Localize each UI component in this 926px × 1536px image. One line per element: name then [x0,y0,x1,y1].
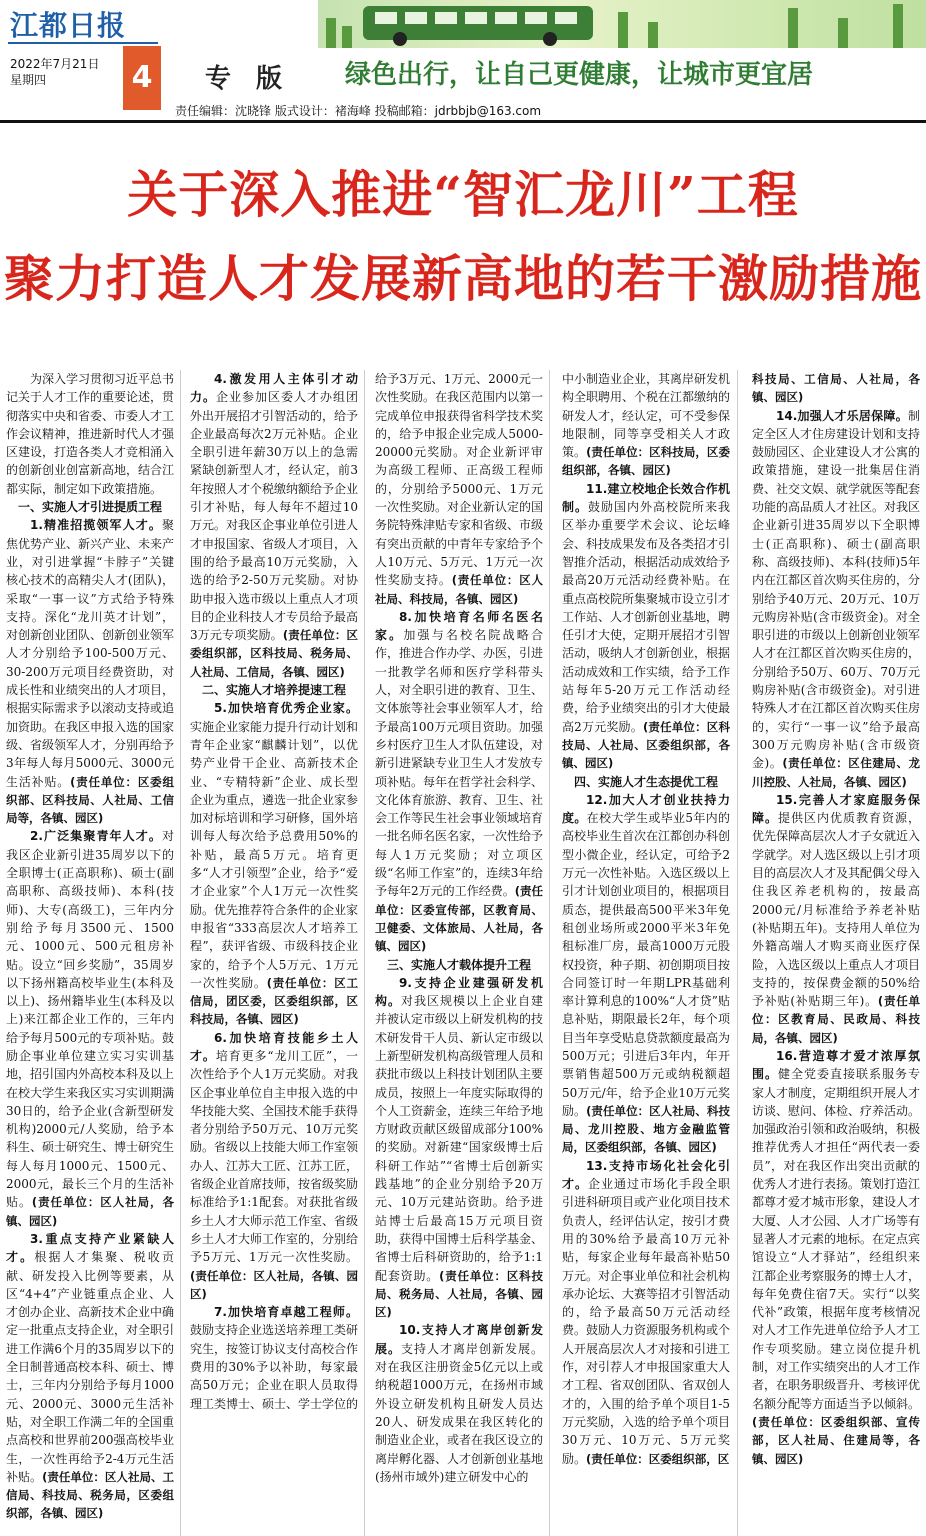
responsible-units: (责任单位：区人社局，各镇、园区) [190,1268,358,1301]
responsible-units: (责任单位：区委组织部、区科技局、人社局、工信局等，各镇、园区) [6,774,174,826]
paragraph-text: 给予3万元、1万元、2000元一次性奖励。在我区范围内以第一完成单位申报获得省科学技术奖的，给予申报企业完成人5000-20000元奖励。对企业新评审为高级工程师、正高级工程师的，分别给予5000元、1万元一次性奖励。对企业新认定的国务院特殊津贴专家和省级、市级有突出贡献的中青年专家给予个人10万元、5万元、1万元一次性奖励支持。 [375,372,543,588]
text-column-4 [562,370,730,1536]
measure-title: 13.支持市场化社会化引才。 [562,1158,730,1192]
paragraph-text: 制定全区人才住房建设计划和支持鼓励园区、企业建设人才公寓的政策措施，建设一批集居住消费、社交文娱、就学就医等配套功能的高品质人才社区。对我区企业新引进35周岁以下全职博士(正高职称)、硕士(副高职称、高级技师)、本科(技师)5年内在江都区首次购买住房的，分别给予40万元、20万元、10万元购房补贴(含市级资金)。对全职引进的市级以上创新创业领军人才在江都区首次购买住房的，分别给予50万、60万、70万元购房补贴(含市级资金)。对引进特殊人才在江都区首次购买住房的，实行“一事一议”给予最高300万元购房补贴(含市级资金)。 [752,408,920,771]
issue-date [10,56,99,88]
banner-slogan: 绿色出行，让自己更健康，让城市更宜居 [345,60,814,90]
responsible-units: (责任单位：区委组织部、宣传部，区人社局、住建局等，各镇、园区) [752,1414,920,1466]
date-text: 2022年7月21日 [10,57,100,71]
responsible-units: (责任单位：区科技局、人社局、区委组织部，各镇、园区) [562,719,730,771]
body-paragraph [6,370,174,498]
paragraph-text: 在校大学生或毕业5年内的高校毕业生首次在江都创办科创型小微企业，经认定，可给予2万元一次性补贴。入选区级以上引才计划创业项目的，根据项目质态，提供最高500平米3年免租创业场所或2000平米3年免租标准厂房，最高1000万元股权投资，种子期、初创期项目按合同签订时一年期LPR基础利率计算利息的100%“人才贷”贴息补贴，期限最长2年，每个项目当年享受贴息贷款额度最高为500万元；引进后3年内，年开票销售超500万元或纳税额超50万元/年，给予企业10万元奖励。 [562,811,730,1118]
paragraph-text: 对我区企业新引进35周岁以下的全职博士(正高职称)、硕士(副高职称、高级技师)、本科(技师)、大专(高级工)，三年内分别给予每月3500元、1500元、1000元、500元租房补贴。设立“回乡奖励”，35周岁以下扬州籍高校毕业生(本科及以上)、扬州籍毕业生(本科及以上)来江都企业工作的，三年内给予每月500元的专项补贴。鼓励企事业单位建立实习实训基地，招引国内外高校本科及以上在校大学生来我区实习实训期满30日的，给予企业(含新型研发机构)2000元/人奖励，给予本科生、硕士研究生、博士研究生每人每月1000元、1500元、2000元，最长三个月的生活补贴。 [6,829,174,1210]
measure-title: 12.加大人才创业扶持力度。 [562,792,730,826]
section-subheading: 一、实施人才引进提质工程 [17,500,162,515]
paragraph-text: 聚焦优势产业、新兴产业、未来产业，对引进掌握“卡脖子”关键核心技术的高精尖人才(团队)，采取“一事一议”方式给予特殊支持。深化“龙川英才计划”，对创新创业团队、创新创业领军人才分别给予100-500万元、30-200万元项目经费资助，对成长性和业绩突出的人才项目，根据实际需求予以滚动支持或追加资助。在我区申报入选的国家级、省级领军人才，分别再给予3年每人每月5000元、3000元生活补贴。 [6,518,174,789]
responsible-units: (责任单位：区人社局、科技局，各镇、园区) [375,573,543,606]
body-paragraph [562,370,730,480]
paragraph-text: 对我区规模以上企业自建并被认定市级以上研发机构的技术研发骨干人员、新认定市级以上新型研发机构高级管理人员和获批市级以上科技计划团队主要成员，按照上一年度实际取得的个人工资薪金，连续三年给予地方财政贡献区级留成部分100%的奖励。对新建“国家级博士后科研工作站”“省博士后创新实践基地”的企业分别给予20万元、10万元建站资助。给予进站博士后最高15万元项目资助，获得中国博士后科学基金、省博士后科研资助的，给予1:1配套资助。 [375,994,543,1283]
body-paragraph [6,1230,174,1523]
measure-title: 6.加快培育技能乡土人才。 [190,1030,358,1063]
section-subheading: 四、实施人才生态提优工程 [573,774,718,789]
paragraph-text: 中小制造业企业，其离岸研发机构全职聘用、个税在江都缴纳的研发人才，经认定，可不受参保地限制，同等享受相关人才政策。 [562,372,730,460]
column-divider [364,370,365,1536]
body-paragraph [752,370,920,407]
responsible-units: 科技局、工信局、人社局，各镇、园区) [752,372,920,405]
measure-title: 10.支持人才离岸创新发展。 [375,1323,543,1356]
body-paragraph [752,1047,920,1468]
masthead [0,0,926,122]
newspaper-logo: 江都日报 [10,9,127,42]
paragraph-text: 企业通过市场化手段全职引进科研项目或产业化项目技术负责人，经评估认定，按引才费用的30%给予最高10万元补贴，每家企业每年最高补贴50万元。对企事业单位和社会机构承办论坛、大赛等招才引智活动的，给予最高50万元活动经费。鼓励人力资源服务机构或个人开展高层次人才对接和引进工作，对引荐人才申报国家重大人才工程、省双创团队、省双创人才的，入围的给予单个项目1-5万元奖励，入选的给予单个项目30万元、10万元、5万元奖励。 [562,1177,730,1466]
article-body [0,370,926,1536]
logo-underline [8,42,158,44]
column-divider [549,370,550,1536]
weekday-text: 星期四 [10,73,47,87]
responsible-units: (责任单位：区教育局、民政局、科技局，各镇、园区) [752,994,920,1045]
measure-title: 14.加强人才乐居保障。 [776,408,908,423]
paragraph-text: 培育更多“龙川工匠”，一次性给予个人1万元奖励。对我区企事业单位自主申报入选的中华技能大奖、全国技术能手获得者分别给予50万元、10万元奖励。省级以上技能大师工作室领办人、江苏大工匠、江苏工匠，省级企业首席技师，按省级奖励标准给予1:1配套。对获批省级乡土人才大师示范工作室、省级乡土人才大师工作室的，分别给予5万元、1万元一次性奖励。 [190,1048,358,1265]
column-divider [737,370,738,1536]
section-subheading: 三、实施人才载体提升工程 [386,957,531,972]
measure-title: 16.营造尊才爱才浓厚氛围。 [752,1048,920,1082]
body-paragraph [190,1303,358,1413]
body-paragraph [562,1157,730,1468]
responsible-units: (责任单位：区工信局，团区委，区委组织部，区科技局，各镇、园区) [190,975,358,1027]
responsible-units: (责任单位：区委组织部，区科技局、税务局、人社局、工信局，各镇、园区) [190,628,358,679]
responsible-units: (责任单位：区委宣传部，区教育局、卫健委、文体旅局、人社局，各镇、园区) [375,884,543,954]
tree-icon [648,22,658,48]
body-paragraph [190,1029,358,1303]
text-column-2 [190,370,358,1536]
paragraph-text: 健全党委直接联系服务专家人才制度，定期组织开展人才访谈、慰问、体检、疗养活动。加强政治引领和政治吸纳，积极推荐优秀人才担任“两代表一委员”，对在我区作出突出贡献的优秀人才进行表扬。策划打造江都尊才爱才城市形象，建设人才大厦、人才公园、人才广场等有显著人才元素的地标。在定点宾馆设立“人才驿站”，经组织来江都企业考察服务的博士人才，每年免费住宿7天。实行“以奖代补”政策，根据年度考核情况对人才工作先进单位给予人才工作专项奖励。建立岗位提升机制，对工作实绩突出的人才工作者，在职务职级晋升、考核评优名额分配等方面适当予以倾斜。 [752,1067,920,1411]
text-column-1 [6,370,174,1536]
responsible-units: (责任单位：区人社局，各镇、园区) [6,1195,174,1228]
measure-title: 1.精准招揽领军人才。 [30,518,162,533]
column-divider [180,370,181,1536]
paragraph-text: 企业参加区委人才办组团外出开展招才引智活动的，给予企业最高每次2万元补贴。企业全职引进年薪30万以上的急需紧缺创新型人才，经认定，前3年按照人才个税缴纳额给予企业引才补贴，每人每年不超过10万元。对我区企事业单位引进人才申报国家、省级人才项目，入围的给予最高10万元奖励，入选的给予2-50万元奖励。对协助申报入选市级以上重点人才项目的企业科技人才专员给予最高3万元专项奖励。 [190,390,358,643]
measure-title: 2.广泛集聚青年人才。 [30,829,162,844]
headline-line-2: 聚力打造人才发展新高地的若干激励措施 [4,249,922,308]
tree-icon [893,4,903,48]
paragraph-text: 为深入学习贯彻习近平总书记关于人才工作的重要论述，贯彻落实中央和省委、市委人才工作会议精神，推进新时代人才强区建设，打造各类人才竞相涌入的创新创业创富新高地，结合江都实际，制定如下政策措施。 [6,372,174,496]
section-subheading: 二、实施人才培养提速工程 [201,683,346,698]
responsible-units: (责任单位：区人社局、工信局、科技局、税务局，区委组织部，各镇、园区) [6,1469,174,1521]
body-paragraph [190,370,358,681]
body-paragraph [190,699,358,1028]
bus-icon [363,6,593,40]
paragraph-text: 鼓励国内外高校院所来我区举办重要学术会议、论坛峰会、科技成果发布及各类招才引智推介活动，根据活动成效给予最高20万元活动经费补贴。在重点高校院所集聚城市设立引才工作站、人才创新创业基地，聘任引才大使，定期开展招才引智活动，吸纳人才创新创业，根据活动成效和工作实绩，给予工作站每年5-20万元工作活动经费，给予业绩突出的引才大使最高2万元奖励。 [562,500,730,734]
page-number-badge: 4 [123,46,161,110]
paragraph-text: 加强与名校名院战略合作，推进合作办学、办医，引进一批教学名师和医疗学科带头人，对全职引进的教育、卫生、文体旅等社会事业领军人才，给予最高100万元项目资助。加强乡村医疗卫生人才队伍建设，对新引进紧缺专业卫生人才发放专项补贴。每年在哲学社会科学、文化体育旅游、教育、卫生、社会工作等民生社会事业领域培育一批名师名医名家，一次性给予每人1万元奖励；对立项区级“名师工作室”的，连续3年给予每年2万元的工作经费。 [375,628,543,899]
responsible-units: (责任单位：区科技局，区委组织部，各镇、园区) [562,445,730,478]
body-paragraph [375,1321,543,1486]
paragraph-text: 提供区内优质教育资源，优先保障高层次人才子女就近入学就学。对人选区级以上引才项目的高层次人才及其配偶父母入住我区养老机构的，按最高2000元/月标准给予养老补贴(补贴期五年)。支持用人单位为外籍高端人才购买商业医疗保险，入选区级以上重点人才项目支持的，按保费金额的50%给予补贴(补贴期三年)。 [752,811,920,1009]
body-paragraph [6,827,174,1230]
paragraph-text: 实施企业家能力提升行动计划和青年企业家“麒麟计划”，以优势产业骨干企业、高新技术企业、“专精特新”企业、成长型企业为重点，遴选一批企业家参加对标培训和学习研修，国外培训每人每次给予总费用50%的补贴，最高5万元。培育更多“人才引领型”企业，给予“爱才企业家”个人1万元一次性奖励。优先推荐符合条件的企业家申报省“333高层次人才培养工程”，获评省级、市级科技企业家的，给予个人5万元、1万元一次性奖励。 [190,719,358,990]
measure-title: 9.支持企业建强研发机构。 [375,975,543,1009]
measure-title: 7.加快培育卓越工程师。 [214,1305,358,1320]
body-paragraph [562,791,730,1157]
tree-icon [788,8,798,48]
responsible-units: (责任单位：区委组织部，区 [586,1451,730,1466]
measure-title: 3.重点支持产业紧缺人才。 [6,1231,174,1265]
text-column-5 [752,370,920,1536]
paragraph-text: 根据人才集聚、税收贡献、研发投入比例等要素，从区“4+4”产业链重点企业、人才创办企业、高新技术企业中确定一批重点支持企业，对全职引进工作满6个月的35周岁以下的全日制普通高校本科、硕士、博士，三年内分别给予每月1000元、2000元、3000元生活补贴，对全职工作满二年的全国重点高校和世界前200强高校毕业生，一次性再给予2-4万元生活补贴。 [6,1250,174,1484]
responsible-units: (责任单位：区人社局、科技局、龙川控股、地方金融监管局，区委组织部，各镇、园区) [562,1103,730,1155]
body-paragraph [375,608,543,956]
editor-credits: 责任编辑：沈晓锋 版式设计：褚海峰 投稿邮箱：jdrbbjb@163.com [175,104,542,118]
measure-title: 4.激发用人主体引才动力。 [190,372,358,405]
body-paragraph [562,480,730,773]
paragraph-text: 鼓励支持企业选送培养理工类研究生，按签订协议支付高校合作费用的30%予以补助，每家最高50万元；企业在职人员取得理工类博士、硕士、学士学位的 [190,1323,358,1411]
measure-title: 8.加快培育名师名医名家。 [375,609,543,643]
body-paragraph [752,791,920,1047]
measure-title: 5.加快培育优秀企业家。 [214,701,358,716]
tree-icon [618,12,628,48]
paragraph-text: 支持人才离岸创新发展。对在我区注册资金5亿元以上或纳税超1000万元，在扬州市域外设立研发机构且研发人员达20人、研发成果在我区转化的制造业企业，或者在我区设立的离岸孵化器、人才创新创业基地(扬州市域外)建立研发中心的 [375,1341,543,1484]
text-column-3 [375,370,543,1536]
green-travel-banner-image [318,0,926,48]
header-rule [0,120,926,123]
tree-icon [342,26,352,48]
body-paragraph [375,370,543,608]
measure-title: 15.完善人才家庭服务保障。 [752,792,920,826]
section-title: 专 版 [205,64,291,94]
responsible-units: (责任单位：区科技局、税务局、人社局，各镇、园区) [375,1268,543,1320]
headline-line-1: 关于深入推进“智汇龙川”工程 [127,165,799,224]
article-headline [0,160,926,314]
tree-icon [838,18,848,48]
body-paragraph [375,974,543,1322]
responsible-units: (责任单位：区住建局、龙川控股、人社局，各镇、园区) [752,756,920,789]
body-paragraph [752,407,920,791]
tree-icon [326,18,336,48]
body-paragraph [6,516,174,827]
measure-title: 11.建立校地企长效合作机制。 [562,481,730,515]
